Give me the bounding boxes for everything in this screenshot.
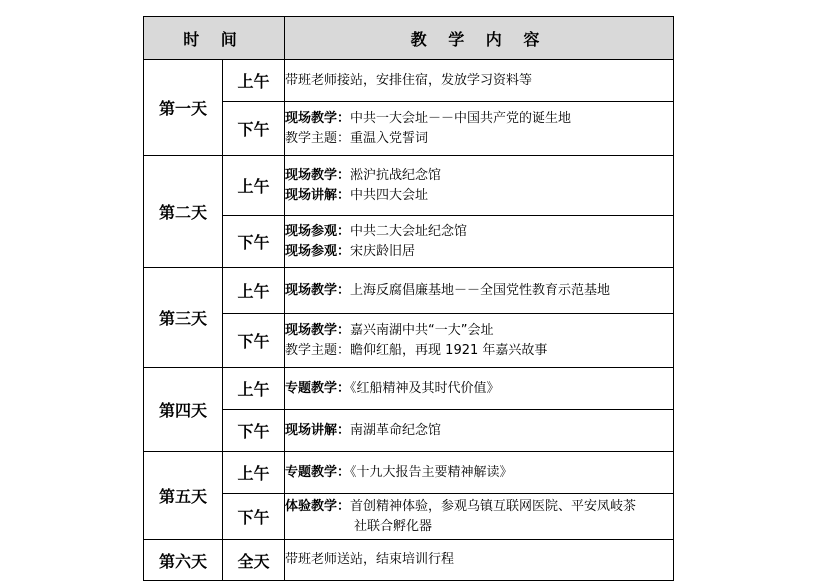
schedule-row <box>144 452 674 494</box>
content-label: 专题教学 <box>285 464 338 480</box>
content-text: 淞沪抗战纪念馆 <box>350 167 442 183</box>
schedule-row <box>144 216 674 268</box>
content-line <box>285 186 673 206</box>
period-label: 上午 <box>223 452 285 494</box>
content-line <box>285 379 673 399</box>
label-separator: ： <box>337 130 351 146</box>
content-line <box>285 421 673 441</box>
label-separator: ： <box>337 322 351 338</box>
content-cell <box>285 314 674 368</box>
content-text: 带班老师送站，结束培训行程 <box>285 552 455 567</box>
content-cell <box>285 268 674 314</box>
content-line <box>285 166 673 186</box>
content-cell <box>285 216 674 268</box>
content-cell <box>285 368 674 410</box>
day-label: 第三天 <box>144 268 223 368</box>
content-line <box>285 463 673 483</box>
content-text: 中共一大会址－－中国共产党的诞生地 <box>350 110 572 126</box>
content-label: 教学主题 <box>285 130 338 146</box>
label-separator: ： <box>337 243 351 259</box>
content-cell <box>285 156 674 216</box>
period-label: 上午 <box>223 60 285 102</box>
label-separator: ： <box>337 187 351 203</box>
content-line <box>285 321 673 341</box>
header-time: 时 间 <box>144 17 285 60</box>
day-label: 第一天 <box>144 60 223 156</box>
content-text: 嘉兴南湖中共“一大”会址 <box>350 322 494 338</box>
content-label: 现场教学 <box>285 322 338 338</box>
schedule-row <box>144 102 674 156</box>
header-row <box>144 17 674 60</box>
content-text: 宋庆龄旧居 <box>350 243 416 259</box>
content-text: 《十九大报告主要精神解读》 <box>350 464 513 480</box>
content-line <box>285 341 673 361</box>
content-label: 专题教学 <box>285 380 338 396</box>
period-label: 上午 <box>223 156 285 216</box>
content-text: 带班老师接站，安排住宿，发放学习资料等 <box>285 72 533 88</box>
schedule-row <box>144 368 674 410</box>
content-line <box>285 222 673 242</box>
content-cell <box>285 410 674 452</box>
content-line <box>285 109 673 129</box>
content-cell <box>285 102 674 156</box>
period-label: 下午 <box>223 410 285 452</box>
day-label: 第四天 <box>144 368 223 452</box>
content-line <box>285 242 673 262</box>
content-text: 重温入党誓词 <box>350 130 429 146</box>
content-label: 现场讲解 <box>285 187 338 203</box>
label-separator: ： <box>337 380 351 396</box>
schedule-row <box>144 156 674 216</box>
label-separator: ： <box>337 110 351 126</box>
content-line <box>285 281 673 301</box>
header-content: 教 学 内 容 <box>285 17 674 60</box>
content-line <box>285 129 673 149</box>
content-text: 《红船精神及其时代价值》 <box>350 380 500 396</box>
period-label: 上午 <box>223 268 285 314</box>
content-label: 现场教学 <box>285 282 338 298</box>
schedule-row <box>144 314 674 368</box>
schedule-body <box>144 60 674 581</box>
content-cell <box>285 452 674 494</box>
period-label: 下午 <box>223 314 285 368</box>
day-label: 第六天 <box>144 540 223 581</box>
schedule-table <box>143 16 674 581</box>
content-text: 中共二大会址纪念馆 <box>350 223 468 239</box>
content-line <box>285 71 673 91</box>
content-text: 南湖革命纪念馆 <box>350 422 442 438</box>
schedule-row <box>144 494 674 540</box>
label-separator: ： <box>337 342 351 358</box>
period-label: 下午 <box>223 216 285 268</box>
schedule-row <box>144 540 674 581</box>
content-label: 现场参观 <box>285 223 338 239</box>
content-label: 现场教学 <box>285 110 338 126</box>
content-line <box>285 517 673 537</box>
content-text: 社联合孵化器 <box>354 518 433 534</box>
day-label: 第二天 <box>144 156 223 268</box>
schedule-row <box>144 410 674 452</box>
content-label: 体验教学 <box>285 498 338 514</box>
content-label: 现场参观 <box>285 243 338 259</box>
content-cell <box>285 60 674 102</box>
content-label: 现场教学 <box>285 167 338 183</box>
period-label: 下午 <box>223 102 285 156</box>
schedule-row <box>144 268 674 314</box>
content-line <box>285 497 673 517</box>
label-separator: ： <box>337 498 351 514</box>
label-separator: ： <box>337 167 351 183</box>
label-separator: ： <box>337 223 351 239</box>
content-label: 现场讲解 <box>285 422 338 438</box>
content-text: 瞻仰红船，再现 1921 年嘉兴故事 <box>350 342 548 358</box>
day-label: 第五天 <box>144 452 223 540</box>
label-separator: ： <box>337 282 351 298</box>
schedule-row <box>144 60 674 102</box>
content-cell <box>285 540 674 581</box>
content-cell <box>285 494 674 540</box>
label-separator: ： <box>337 422 351 438</box>
period-label: 下午 <box>223 494 285 540</box>
content-text: 上海反腐倡廉基地－－全国党性教育示范基地 <box>350 282 611 298</box>
period-label: 上午 <box>223 368 285 410</box>
period-label: 全天 <box>223 540 285 581</box>
content-text: 首创精神体验，参观乌镇互联网医院、平安凤岐茶 <box>350 498 637 514</box>
content-label: 教学主题 <box>285 342 338 358</box>
label-separator: ： <box>337 464 351 480</box>
content-line <box>285 550 673 570</box>
content-text: 中共四大会址 <box>350 187 429 203</box>
